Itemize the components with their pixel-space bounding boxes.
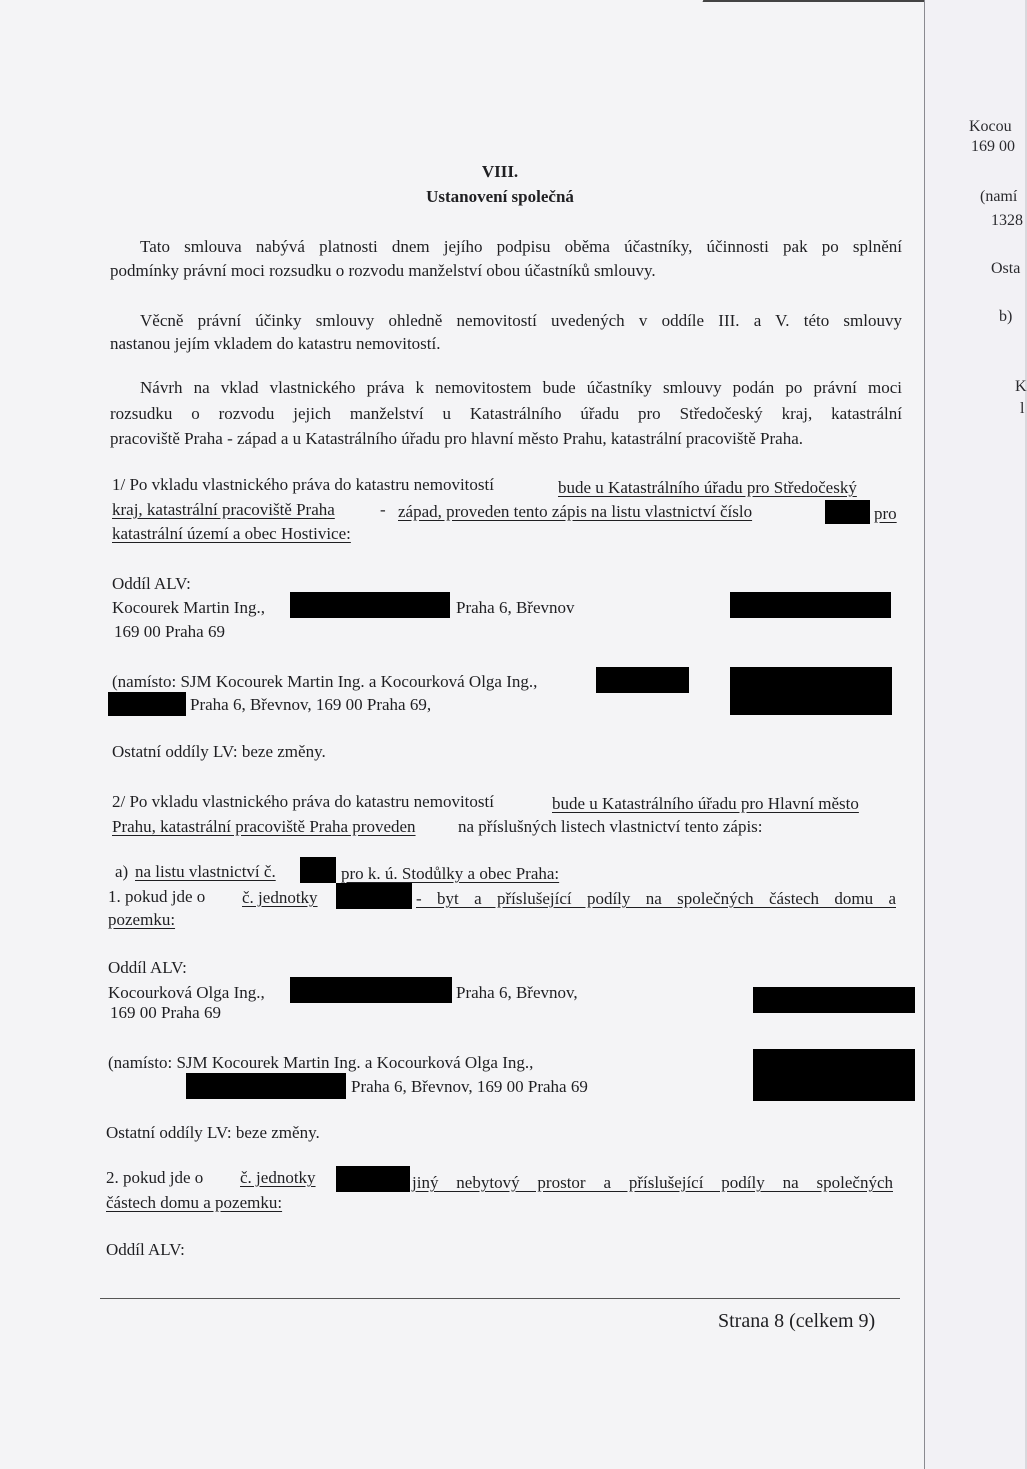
item1-line3: katastrální území a obec Hostivice: [112, 524, 351, 543]
item1-owner-zip: 169 00 Praha 69 [114, 622, 225, 641]
item2-a-ku: pro k. ú. Stodůlky a obec Praha: [341, 864, 560, 883]
item1-line2-b: - [380, 500, 386, 519]
page-corner-fold [697, 0, 957, 18]
side-line-5: Osta [991, 260, 1021, 277]
redaction-list-number [300, 857, 336, 883]
section-title: Ustanovení společná [426, 187, 574, 206]
redaction-unit-2 [336, 1166, 410, 1192]
item2-instead-1: (namísto: SJM Kocourek Martin Ing. a Kocourková Olga Ing., [108, 1053, 534, 1072]
item2-n2-line2: částech domu a pozemku: [106, 1193, 283, 1212]
side-line-4: 1328 [991, 212, 1023, 229]
section-number: VIII. [481, 162, 519, 181]
paragraph-1-line-2: podmínky právní moci rozsudku o rozvodu manželství obou účastníků smlouvy. [110, 261, 656, 280]
item1-line2-d: pro [874, 504, 897, 523]
side-line-7: K [1015, 378, 1027, 395]
item1-line1-a: 1/ Po vkladu vlastnického práva do katastru nemovitostí [112, 475, 494, 494]
paragraph-2-line-1: Věcně právní účinky smlouvy ohledně nemovitostí uvedených v oddíle III. a V. této smlouvy [140, 311, 902, 330]
item1-line1-b: bude u Katastrálního úřadu pro Středočeský [558, 478, 857, 497]
item2-n2-rest: jiný nebytový prostor a příslušející podíly na společných [412, 1173, 893, 1192]
paragraph-3-line-2: rozsudku o rozvodu jejich manželství u Katastrálního úřadu pro Středočeský kraj, katastrální [110, 404, 902, 423]
item1-oddil: Oddíl ALV: [112, 574, 191, 593]
footer-rule [100, 1298, 900, 1299]
redaction-owner2-id [290, 977, 452, 1003]
item2-n2-unit: č. jednotky [240, 1168, 316, 1187]
side-line-1: Kocou [969, 118, 1012, 135]
paragraph-2-line-2: nastanou jejím vkladem do katastru nemovitostí. [110, 334, 441, 353]
redaction-instead2-a [186, 1073, 346, 1099]
item2-oddil-2: Oddíl ALV: [106, 1240, 185, 1259]
item2-n1-unit: č. jednotky [242, 888, 318, 907]
redaction-instead2-right [753, 1049, 915, 1101]
item2-owner-addr: Praha 6, Břevnov, [456, 983, 578, 1002]
redaction-instead1-a [596, 667, 689, 693]
item2-n1-prefix: 1. pokud jde o [108, 887, 206, 906]
item2-owner-name: Kocourková Olga Ing., [108, 983, 265, 1002]
item2-n2-prefix: 2. pokud jde o [106, 1168, 204, 1187]
side-line-2: 169 00 [971, 138, 1015, 155]
redaction-unit-1 [336, 883, 412, 909]
side-line-6: b) [999, 308, 1013, 325]
item1-line2-a: kraj, katastrální pracoviště Praha [112, 500, 335, 519]
next-page-edge [924, 0, 1025, 1469]
redaction-owner1-right [730, 592, 891, 618]
item2-owner-zip: 169 00 Praha 69 [110, 1003, 221, 1022]
item2-a-list: na listu vlastnictví č. [135, 862, 276, 881]
item2-line1-a: 2/ Po vkladu vlastnického práva do katastru nemovitostí [112, 792, 494, 811]
item2-instead-2: Praha 6, Břevnov, 169 00 Praha 69 [351, 1077, 588, 1096]
item2-line2-b: na příslušných listech vlastnictví tento zápis: [458, 817, 763, 836]
item2-line2-a: Prahu, katastrální pracoviště Praha proveden [112, 817, 416, 836]
paragraph-1-line-1: Tato smlouva nabývá platnosti dnem jejího podpisu oběma účastníky, účinnosti pak po splnění [140, 237, 902, 256]
redaction-instead1-b [108, 692, 186, 716]
item1-owner-addr: Praha 6, Břevnov [456, 598, 575, 617]
redaction-instead1-right [730, 667, 892, 715]
item1-line2-c: západ, proveden tento zápis na listu vlastnictví číslo [398, 502, 753, 521]
item1-instead-1: (namísto: SJM Kocourek Martin Ing. a Kocourková Olga Ing., [112, 672, 538, 691]
item2-line1-b: bude u Katastrálního úřadu pro Hlavní město [552, 794, 859, 813]
page-number: Strana 8 (celkem 9) [718, 1310, 876, 1332]
item2-a-prefix: a) [115, 862, 129, 881]
side-line-3: (namí [980, 188, 1018, 205]
item2-n1-line2: pozemku: [108, 910, 176, 929]
item1-other: Ostatní oddíly LV: beze změny. [112, 742, 326, 761]
paragraph-3-line-1: Návrh na vklad vlastnického práva k nemovitostem bude účastníky smlouvy podán po právní moci [140, 378, 902, 397]
paragraph-3-line-3: pracoviště Praha - západ a u Katastrálního úřadu pro hlavní město Prahu, katastrální pracoviště Praha. [110, 429, 803, 448]
item2-oddil: Oddíl ALV: [108, 958, 187, 977]
item2-n1-rest: - byt a příslušející podíly na společných částech domu a [416, 889, 896, 908]
side-line-8: l [1020, 400, 1025, 417]
item2-other: Ostatní oddíly LV: beze změny. [106, 1123, 320, 1142]
item1-owner-name: Kocourek Martin Ing., [112, 598, 265, 617]
redaction-owner2-right [753, 987, 915, 1013]
item1-instead-2: Praha 6, Břevnov, 169 00 Praha 69, [190, 695, 432, 714]
redaction-lv-number [825, 500, 870, 524]
redaction-owner1-id [290, 592, 450, 618]
